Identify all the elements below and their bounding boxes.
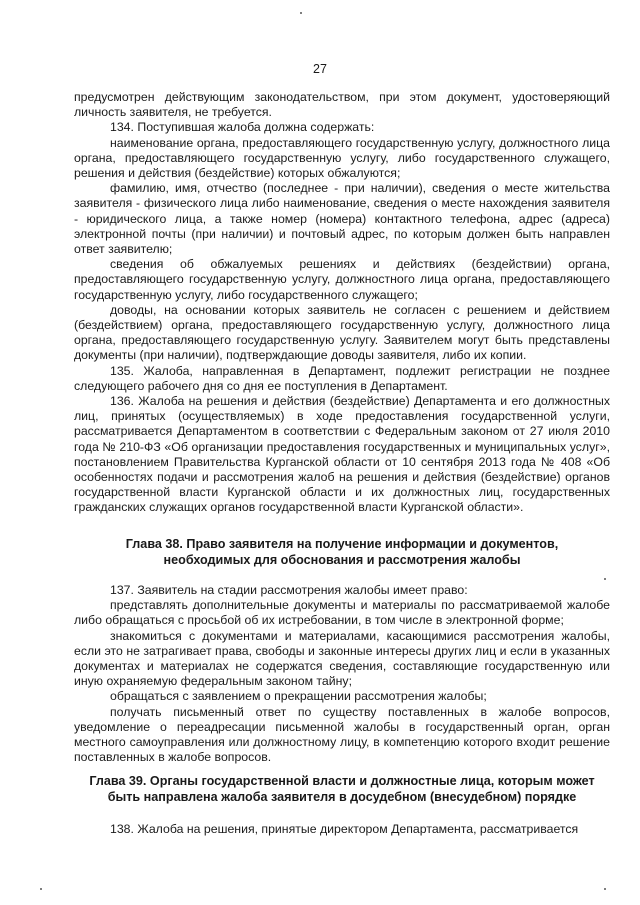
paragraph: наименование органа, предоставляющего государственную услугу, должностного лица органа, предоставляющего государственную услугу, либо государственного служащего, решения и действия (бездействие) которых обжалуются; <box>74 135 610 181</box>
paragraph: 135. Жалоба, направленная в Департамент, подлежит регистрации не позднее следующего рабочего дня со дня ее поступления в Департамент. <box>74 363 610 393</box>
scan-speck <box>604 578 606 580</box>
paragraph: фамилию, имя, отчество (последнее - при наличии), сведения о месте жительства заявителя - физического лица либо наименование, сведения о месте нахождения заявителя - юридического лица, а также номер (номера) контактного телефона, адрес (адреса) электронной почты (при наличии) и почтовый адрес, по которым должен быть направлен ответ заявителю; <box>74 181 610 257</box>
heading-line: быть направлена жалоба заявителя в досудебном (внесудебном) порядке <box>107 789 577 804</box>
paragraph: 137. Заявитель на стадии рассмотрения жалобы имеет право: <box>110 583 468 597</box>
paragraph: сведения об обжалуемых решениях и действиях (бездействии) органа, предоставляющего государственную услугу, должностного лица органа, предоставляющего государственную услугу, либо государственного служащего; <box>74 257 610 302</box>
section-review-bodies <box>74 822 610 837</box>
paragraph: 134. Поступившая жалоба должна содержать: <box>110 120 375 135</box>
paragraph: представлять дополнительные документы и материалы по рассматриваемой жалобе либо обращаться с просьбой об их истребовании, в том числе в электронной форме; <box>74 598 610 628</box>
heading-line: Глава 39. Органы государственной власти и должностные лица, которым может <box>89 774 595 788</box>
page-number: 27 <box>313 62 327 76</box>
heading-line: необходимых для обоснования и рассмотрения жалобы <box>163 552 521 567</box>
scan-speck <box>40 888 42 890</box>
section-applicant-rights <box>74 583 610 765</box>
heading-line: Глава 38. Право заявителя на получение информации и документов, <box>125 537 559 551</box>
paragraph: предусмотрен действующим законодательством, при этом документ, удостоверяющий личность заявителя, не требуется. <box>74 90 610 120</box>
paragraph: доводы, на основании которых заявитель не согласен с решением и действием (бездействием) органа, предоставляющего государственную услугу, должностного лица органа, предоставляющего государственную услугу. Заявителем могут быть представлены документы (при наличии), подтверждающие доводы заявителя, либо их копии. <box>74 302 610 363</box>
paragraph: 138. Жалоба на решения, принятые директором Департамента, рассматривается <box>110 822 579 836</box>
scan-speck <box>604 888 606 890</box>
paragraph: получать письменный ответ по существу поставленных в жалобе вопросов, уведомление о переадресации письменной жалобы в государственный орган, орган местного самоуправления или должностному лицу, в компетенцию которого входит решение поставленных в жалобе вопросов. <box>74 704 610 765</box>
section-complaint-contents <box>74 90 610 516</box>
paragraph: 136. Жалоба на решения и действия (бездействие) Департамента и его должностных лиц, принятых (осуществляемых) в ходе предоставления государственной услуги, рассматривается Департаментом в соответствии с Федеральным законом от 27 июля 2010 года № 210-ФЗ «Об организации предоставления государственных и муниципальных услуг», постановлением Правительства Курганской области от 10 сентября 2013 года № 408 «Об особенностях подачи и рассмотрения жалоб на решения и действия (бездействие) органов государственной власти Курганской области и их должностных лиц, государственных гражданских служащих органов государственной власти Курганской области». <box>74 394 610 515</box>
paragraph: знакомиться с документами и материалами, касающимися рассмотрения жалобы, если это не затрагивает права, свободы и законные интересы других лиц и если в указанных документах и материалах не содержатся сведения, составляющие государственную или иную охраняемую федеральным законом тайну; <box>74 628 610 689</box>
paragraph: обращаться с заявлением о прекращении рассмотрения жалобы; <box>110 689 487 704</box>
chapter-39-heading <box>74 774 610 805</box>
scan-speck <box>300 12 302 14</box>
chapter-38-heading <box>74 537 610 568</box>
